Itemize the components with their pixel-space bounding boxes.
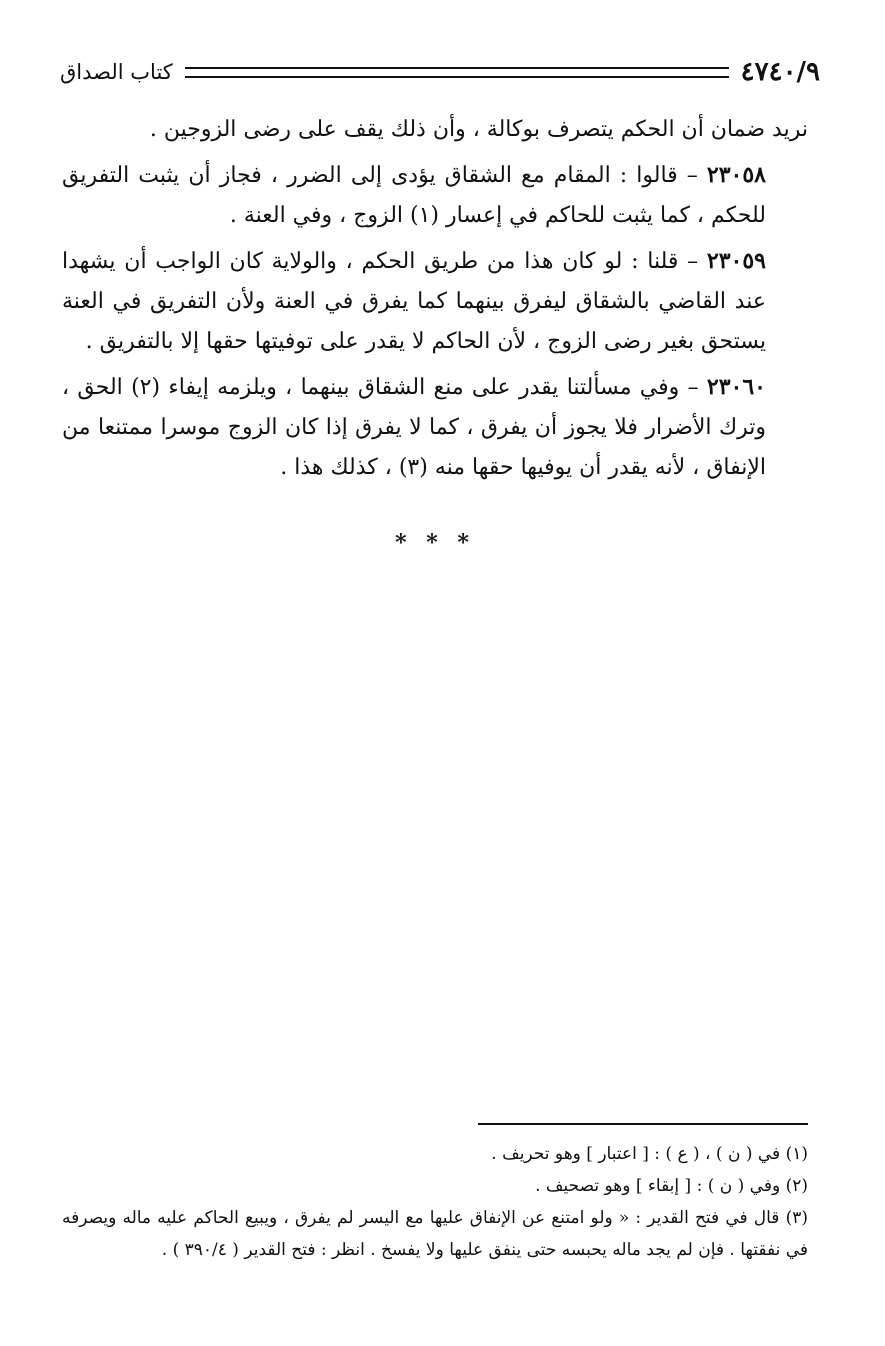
page-header xyxy=(60,52,820,92)
running-title: كتاب الصداق xyxy=(60,60,173,84)
paragraph-number: ٢٣٠٦٠ xyxy=(706,374,766,400)
paragraph-text: – وفي مسألتنا يقدر على منع الشقاق بينهما ، ويلزمه إيفاء (٢) الحق ، وترك الأضرار فلا يجوز أن يفرق ، كما لا يفرق إذا كان الزوج موسرا ممتنعا من الإنفاق ، لأنه يقدر أن يوفيها حقها منه (٣) ، كذلك هذا . xyxy=(62,375,766,480)
paragraph-text: – قالوا : المقام مع الشقاق يؤدى إلى الضرر ، فجاز أن يثبت التفريق للحكم ، كما يثبت للحاكم في إعسار (١) الزوج ، وفي العنة . xyxy=(62,163,766,228)
footnote: (٢) وفي ( ن ) : [ إبقاء ] وهو تصحيف . xyxy=(535,1176,808,1196)
header-rule xyxy=(185,67,729,78)
paragraph-text: – قلنا : لو كان هذا من طريق الحكم ، والولاية كان الواجب أن يشهدا عند القاضي بالشقاق ليفرق بينهما كما يفرق في العنة ولأن التفريق في العنة يستحق بغير رضى الزوج ، لأن الحاكم لا يقدر على توفيتها حقها إلا بالتفريق . xyxy=(62,249,766,354)
page-number: ٤٧٤٠/٩ xyxy=(740,57,820,87)
paragraph xyxy=(62,367,808,488)
paragraph-text: نريد ضمان أن الحكم يتصرف بوكالة ، وأن ذلك يقف على رضى الزوجين . xyxy=(149,117,808,142)
footnote: (٣) قال في فتح القدير : « ولو امتنع عن الإنفاق عليها مع اليسر لم يفرق ، ويبيع الحاكم عليه ماله ويصرفه في نفقتها . فإن لم يجد ماله يحبسه حتى ينفق عليها ولا يفسخ . انظر : فتح القدير ( ٣٩٠/٤ ) . xyxy=(62,1208,808,1260)
paragraph-number: ٢٣٠٥٨ xyxy=(706,162,766,188)
paragraph xyxy=(62,110,808,150)
section-separator: * * * xyxy=(395,530,475,556)
paragraph-number: ٢٣٠٥٩ xyxy=(706,248,766,274)
paragraph xyxy=(62,241,808,362)
footnote-rule xyxy=(478,1123,808,1125)
footnote: (١) في ( ن ) ، ( ع ) : [ اعتبار ] وهو تحريف . xyxy=(491,1144,808,1164)
main-text xyxy=(62,110,808,493)
paragraph xyxy=(62,155,808,236)
footnotes xyxy=(62,1138,808,1266)
